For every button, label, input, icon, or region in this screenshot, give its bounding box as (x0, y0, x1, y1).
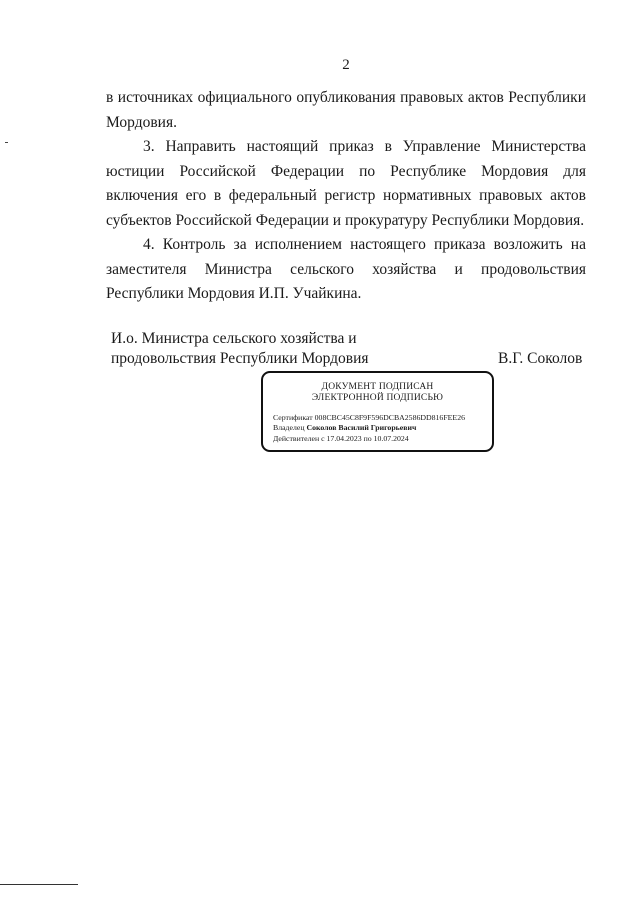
stamp-owner-label: Владелец (273, 423, 305, 432)
paragraph-continuation: в источниках официального опубликования правовых актов Республики Мордовия. (106, 89, 586, 131)
stamp-certificate-label: Сертификат (273, 413, 313, 422)
margin-mark (5, 142, 8, 143)
signatory-position-line2: продовольствия Республики Мордовия (111, 350, 369, 367)
stamp-certificate-value: 008CBC45C8F9F596DCBA2586DD816FEE26 (314, 413, 465, 422)
signatory-position (111, 329, 369, 369)
stamp-title-line1: ДОКУМЕНТ ПОДПИСАН (321, 382, 434, 392)
electronic-signature-stamp (261, 371, 494, 452)
stamp-title-line2: ЭЛЕКТРОННОЙ ПОДПИСЬЮ (311, 393, 444, 403)
stamp-valid-to-label: по (363, 434, 372, 443)
stamp-owner-value: Соколов Василий Григорьевич (306, 423, 417, 432)
paragraph-item-3: 3. Направить настоящий приказ в Управление Министерства юстиции Российской Федерации по Республике Мордовия для включения его в федеральный регистр нормативных правовых актов субъектов Российской Федерации и прокуратуру Республики Мордовия. (106, 138, 586, 229)
page-number: 2 (342, 57, 350, 73)
stamp-certificate (273, 413, 465, 423)
paragraph-item-4: 4. Контроль за исполнением настоящего приказа возложить на заместителя Министра сельского хозяйства и продовольствия Республики Мордовия И.П. Учайкина. (106, 236, 586, 302)
signatory-position-line1: И.о. Министра сельского хозяйства и (111, 330, 357, 347)
stamp-valid-to: 10.07.2024 (373, 434, 409, 443)
stamp-title (263, 382, 492, 404)
signatory-name: В.Г. Соколов (498, 350, 583, 367)
stamp-valid-label: Действителен с (273, 434, 325, 443)
stamp-owner (273, 423, 416, 433)
stamp-valid-from: 17.04.2023 (326, 434, 362, 443)
bottom-rule (0, 884, 78, 885)
stamp-validity (273, 434, 409, 444)
